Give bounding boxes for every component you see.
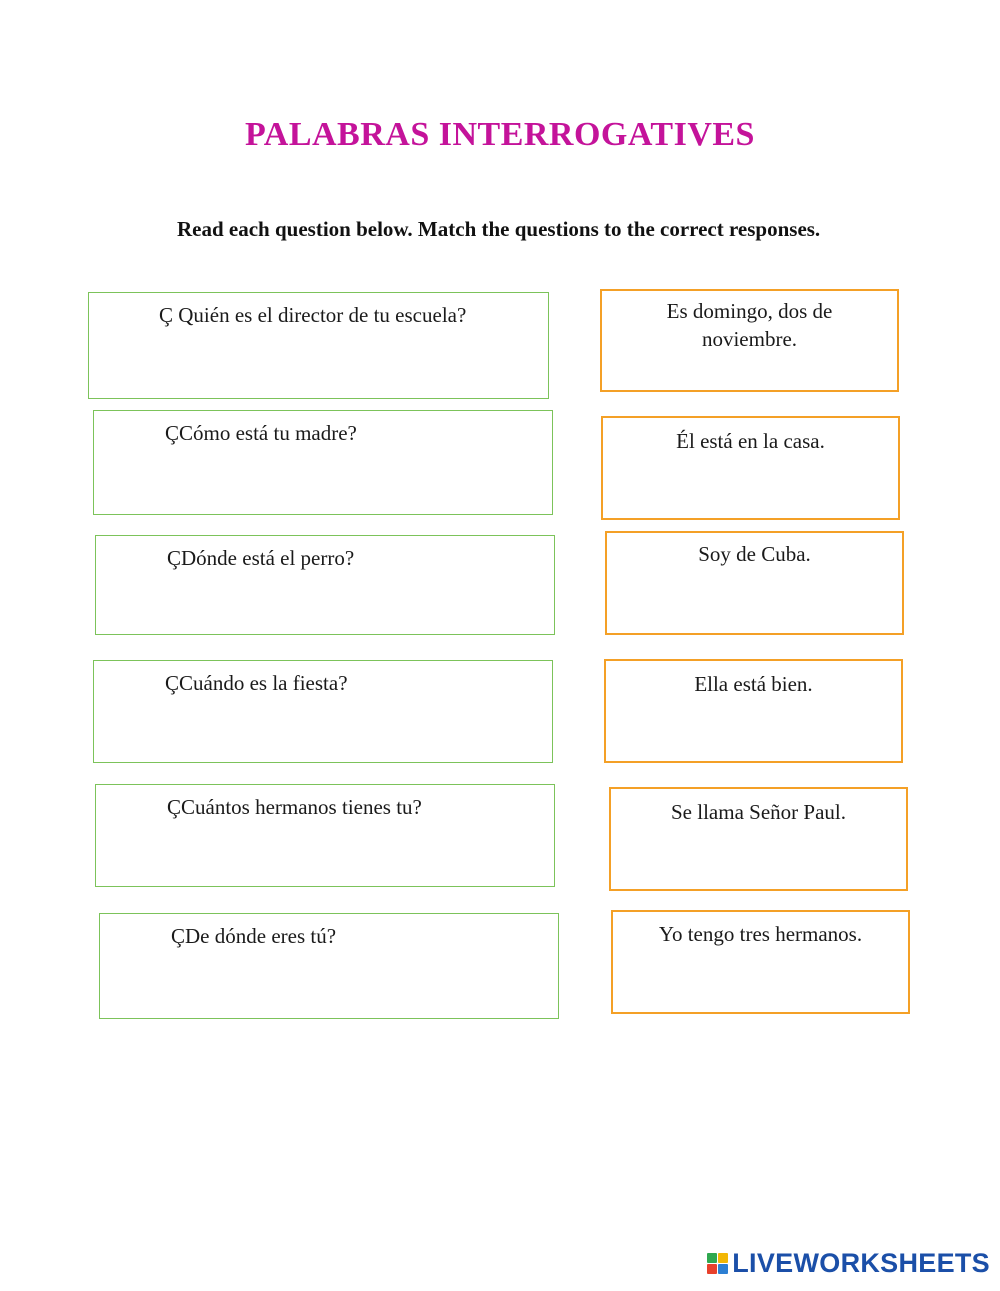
response-text: Es domingo, dos de noviembre.: [666, 299, 833, 351]
question-text: ÇCuándo es la fiesta?: [165, 671, 348, 695]
response-text: Yo tengo tres hermanos.: [658, 922, 863, 946]
response-box-2[interactable]: [601, 416, 900, 520]
question-box-5[interactable]: [95, 784, 555, 887]
logo-cell: [718, 1264, 728, 1274]
question-text: ÇCómo está tu madre?: [165, 421, 357, 445]
logo-cell: [718, 1253, 728, 1263]
question-text: Ç Quién es el director de tu escuela?: [159, 303, 467, 327]
question-box-3[interactable]: [95, 535, 555, 635]
question-box-2[interactable]: [93, 410, 553, 515]
response-text: Se llama Señor Paul.: [671, 800, 846, 824]
response-box-5[interactable]: [609, 787, 908, 891]
response-text: Soy de Cuba.: [698, 542, 811, 566]
question-box-4[interactable]: [93, 660, 553, 763]
response-box-6[interactable]: [611, 910, 910, 1014]
question-text: ÇCuántos hermanos tienes tu?: [167, 795, 422, 819]
question-box-6[interactable]: [99, 913, 559, 1019]
instructions-text: Read each question below. Match the questions to the correct responses.: [177, 217, 821, 241]
question-text: ÇDe dónde eres tú?: [171, 924, 337, 948]
logo-cell: [707, 1264, 717, 1274]
question-text: ÇDónde está el perro?: [167, 546, 355, 570]
response-text: Ella está bien.: [694, 672, 813, 696]
worksheet-title: PALABRAS INTERROGATIVES: [245, 116, 755, 153]
response-box-4[interactable]: [604, 659, 903, 763]
response-box-1[interactable]: [600, 289, 899, 392]
liveworksheets-logo: [707, 1248, 990, 1279]
logo-cell: [707, 1253, 717, 1263]
liveworksheets-logo-text: LIVEWORKSHEETS: [732, 1248, 990, 1278]
response-box-3[interactable]: [605, 531, 904, 635]
liveworksheets-logo-icon: [707, 1253, 728, 1274]
question-box-1[interactable]: [88, 292, 549, 399]
response-text: Él está en la casa.: [676, 429, 825, 453]
